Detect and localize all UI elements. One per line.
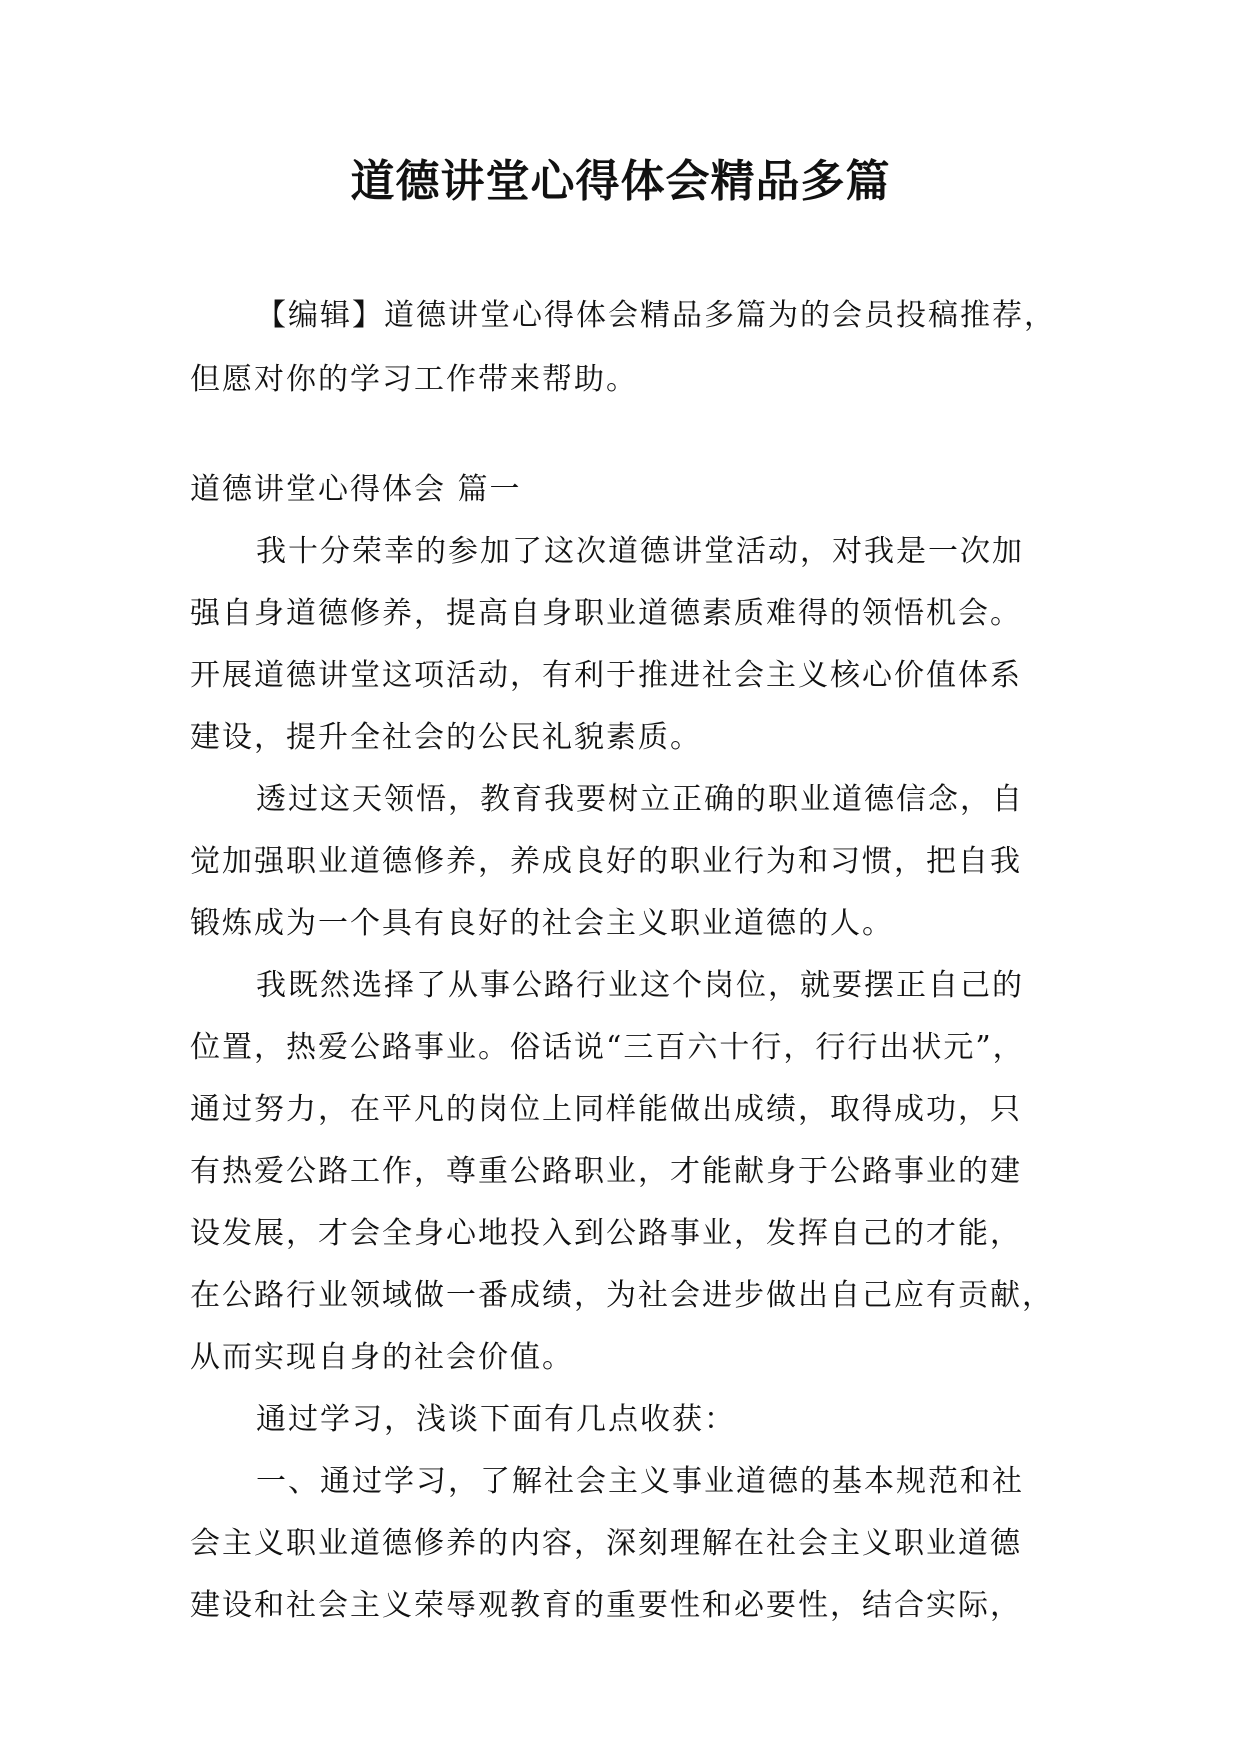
- document-title: 道德讲堂心得体会精品多篇: [350, 156, 891, 207]
- paragraph-line: 我既然选择了从事公路行业这个岗位，就要摆正自己的: [256, 968, 1024, 1003]
- paragraph-line: 从而实现自身的社会价值。: [190, 1340, 574, 1375]
- paragraph-line: 有热爱公路工作，尊重公路职业，才能献身于公路事业的建: [190, 1154, 1022, 1189]
- paragraph-line: 会主义职业道德修养的内容，深刻理解在社会主义职业道德: [190, 1526, 1022, 1561]
- paragraph-line: 我十分荣幸的参加了这次道德讲堂活动，对我是一次加: [256, 534, 1024, 569]
- intro-line: 【编辑】道德讲堂心得体会精品多篇为的会员投稿推荐，: [256, 298, 1056, 333]
- paragraph-line: 设发展，才会全身心地投入到公路事业，发挥自己的才能，: [190, 1216, 1022, 1251]
- paragraph-line: 一、通过学习，了解社会主义事业道德的基本规范和社: [256, 1464, 1024, 1499]
- paragraph-line: 建设，提升全社会的公民礼貌素质。: [190, 720, 702, 755]
- section-heading: 道德讲堂心得体会 篇一: [190, 472, 522, 507]
- paragraph-line: 锻炼成为一个具有良好的社会主义职业道德的人。: [190, 906, 894, 941]
- paragraph-line: 开展道德讲堂这项活动，有利于推进社会主义核心价值体系: [190, 658, 1022, 693]
- paragraph-line: 建设和社会主义荣辱观教育的重要性和必要性，结合实际，: [190, 1588, 1022, 1623]
- paragraph-line: 通过努力，在平凡的岗位上同样能做出成绩，取得成功，只: [190, 1092, 1022, 1127]
- paragraph-line: 觉加强职业道德修养，养成良好的职业行为和习惯，把自我: [190, 844, 1022, 879]
- paragraph-line: 在公路行业领域做一番成绩，为社会进步做出自己应有贡献，: [190, 1278, 1054, 1313]
- paragraph-line: 透过这天领悟，教育我要树立正确的职业道德信念，自: [256, 782, 1024, 817]
- paragraph-line: 强自身道德修养，提高自身职业道德素质难得的领悟机会。: [190, 596, 1022, 631]
- intro-line: 但愿对你的学习工作带来帮助。: [190, 362, 638, 397]
- paragraph-line: 通过学习，浅谈下面有几点收获：: [256, 1402, 736, 1437]
- paragraph-line: 位置，热爱公路事业。俗话说“三百六十行，行行出状元”，: [190, 1030, 1025, 1065]
- article-body: [190, 459, 1060, 1637]
- intro-paragraph: [190, 284, 1060, 412]
